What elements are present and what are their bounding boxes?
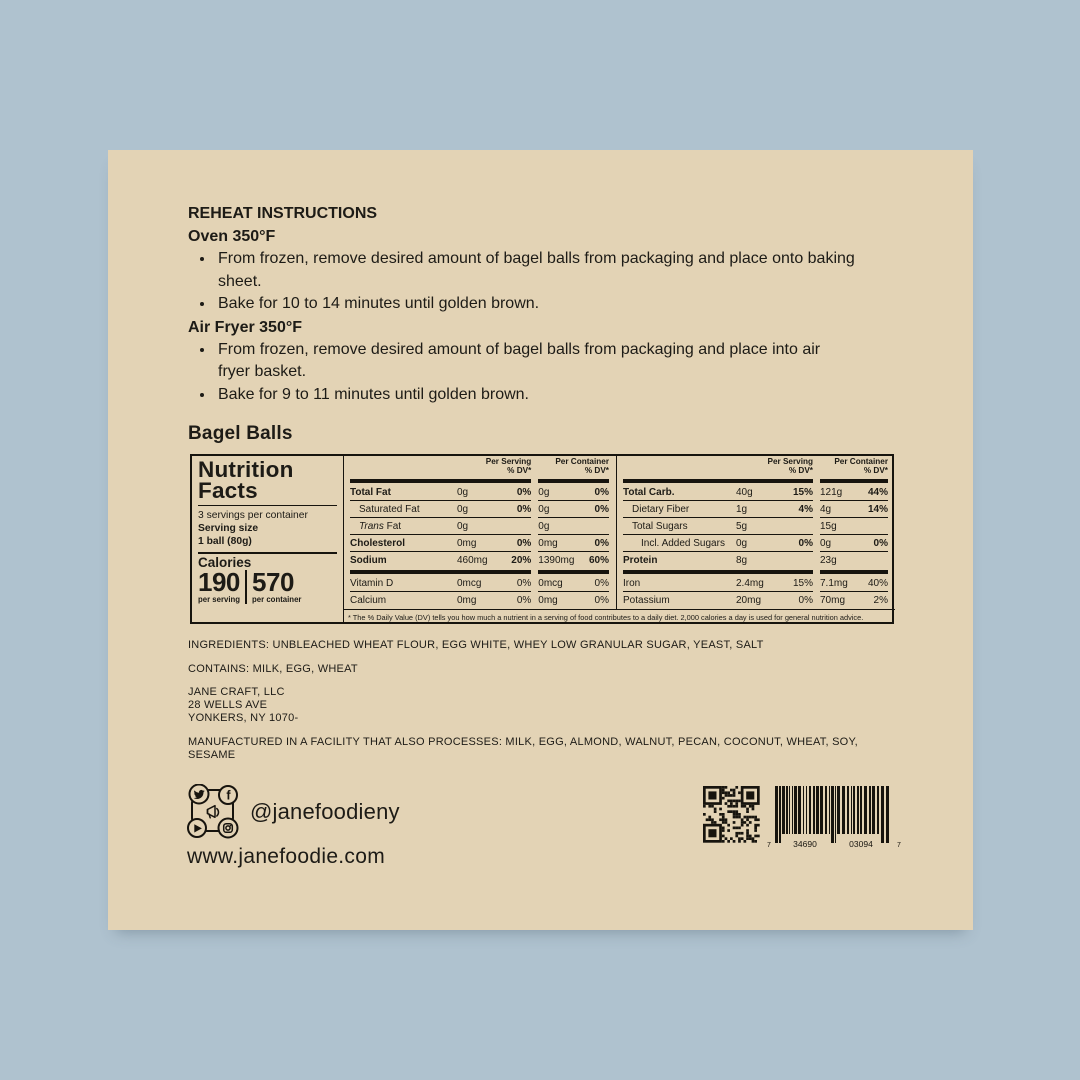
per-serving-header: Per Serving: [485, 457, 532, 466]
instagram-icon: [219, 819, 238, 838]
thick-divider: [623, 570, 888, 574]
nutrition-row: Protein 8g 23g: [623, 555, 837, 566]
serving-size-value: 1 ball (80g): [198, 536, 252, 547]
facebook-f-glyph: f: [226, 788, 231, 803]
calories-per-serving: 190: [198, 567, 240, 597]
nutrition-row: Total Sugars 5g 15g: [623, 518, 888, 535]
servings-per-container: 3 servings per container: [198, 510, 308, 521]
nutrition-facts-title: [198, 459, 337, 501]
contains-statement: CONTAINS: MILK, EGG, WHEAT: [188, 663, 358, 675]
reheat-bullet: • From frozen, remove desired amount of bagel balls from packaging and place into air fryer basket.: [215, 339, 855, 384]
address-line: YONKERS, NY 1070-: [188, 712, 299, 724]
nutrition-row: Trans Fat 0g 0g: [350, 518, 609, 535]
per-container-header: Per Container: [834, 457, 888, 466]
nutrition-title-line2: Facts: [198, 478, 258, 503]
reheat-subheading: Air Fryer 350°F: [188, 318, 303, 336]
per-serving-label: per serving: [198, 595, 241, 604]
facility-statement: MANUFACTURED IN A FACILITY THAT ALSO PROCESSES: MILK, EGG, ALMOND, WALNUT, PECAN, COCONUT, WHEAT, SOY, SESAME: [188, 736, 858, 761]
reheat-sections: [188, 225, 895, 406]
dv-header: % DV*: [863, 465, 888, 475]
thick-divider: [350, 479, 609, 483]
nutrition-row: Dietary Fiber 1g 4% 4g 14%: [623, 501, 888, 518]
reheat-bullet: • Bake for 9 to 11 minutes until golden brown.: [215, 384, 855, 407]
barcode: [765, 786, 905, 850]
qr-code: [703, 786, 760, 843]
website-url: www.janefoodie.com: [187, 845, 385, 868]
nutrition-right-columns: [617, 456, 895, 609]
megaphone-icon: [208, 806, 219, 818]
label-card: [108, 150, 973, 930]
nutrition-row: Saturated Fat 0g 0% 0g 0%: [350, 501, 609, 518]
label-content: [187, 202, 901, 899]
thick-divider: [623, 479, 888, 483]
social-icons: [185, 784, 241, 840]
nutrition-facts-main: [344, 456, 895, 622]
serving-size-label: Serving size: [198, 523, 259, 534]
nutrition-row: Sodium 460mg 20% 1390mg 60%: [350, 555, 609, 566]
divider: [198, 505, 337, 506]
dv-footnote: * The % Daily Value (DV) tells you how much a nutrient in a serving of food contributes to a daily diet. 2,000 calories a day is used for general nutrition advice.: [344, 609, 895, 624]
reheat-title: REHEAT INSTRUCTIONS: [188, 205, 378, 222]
calories-values: [198, 567, 337, 604]
svg-text:03094: 03094: [849, 839, 873, 849]
nutrition-row: Total Carb. 40g 15% 121g 44%: [623, 484, 888, 501]
per-container-label: per container: [252, 595, 302, 604]
per-serving-header: Per Serving: [767, 457, 813, 466]
reheat-bullet: • Bake for 10 to 14 minutes until golden brown.: [215, 293, 855, 316]
nutrition-facts-panel: [190, 454, 894, 624]
nutrition-row: Calcium 0mg 0% 0mg 0%: [350, 595, 609, 606]
address-line: JANE CRAFT, LLC: [188, 686, 285, 698]
nutrition-left-columns: [344, 456, 617, 609]
svg-text:7: 7: [767, 842, 771, 849]
nutrition-row: Incl. Added Sugars 0g 0% 0g 0%: [623, 535, 888, 552]
svg-text:34690: 34690: [793, 839, 817, 849]
product-title: Bagel Balls: [188, 423, 293, 444]
nutrition-row: Cholesterol 0mg 0% 0mg 0%: [350, 535, 609, 552]
nutrition-row: Vitamin D 0mcg 0% 0mcg 0%: [350, 575, 609, 592]
column-headers: [623, 458, 888, 478]
reheat-bullet-list: [188, 248, 855, 316]
dv-header: % DV*: [788, 465, 813, 475]
dv-header: % DV*: [507, 465, 532, 475]
thick-divider: [350, 570, 609, 574]
manufacturer-address: [188, 686, 895, 725]
nutrition-row: Iron 2.4mg 15% 7.1mg 40%: [623, 575, 888, 592]
calories-per-container: 570: [252, 567, 294, 597]
calories-per-container-block: [245, 567, 302, 604]
calories-label: Calories: [198, 555, 252, 570]
dv-header: % DV*: [584, 465, 609, 475]
nutrition-row: Potassium 20mg 0% 70mg 2%: [623, 595, 888, 606]
codes-block: [703, 786, 905, 850]
reheat-bullet-list: [188, 339, 855, 407]
svg-text:7: 7: [897, 842, 901, 849]
nutrition-facts-left-panel: [192, 456, 344, 622]
reheat-bullet: • From frozen, remove desired amount of bagel balls from packaging and place onto baking sheet.: [215, 248, 855, 293]
nutrition-row: Total Fat 0g 0% 0g 0%: [350, 484, 609, 501]
calories-per-serving-block: [198, 567, 241, 604]
per-container-header: Per Container: [555, 457, 609, 466]
serving-info: [198, 509, 337, 548]
social-handle: @janefoodieny: [250, 799, 400, 824]
nutrition-title-line1: Nutrition: [198, 457, 294, 482]
reheat-subheading: Oven 350°F: [188, 228, 276, 245]
address-line: 28 WELLS AVE: [188, 699, 268, 711]
column-headers: [350, 458, 609, 478]
ingredients-statement: INGREDIENTS: UNBLEACHED WHEAT FLOUR, EGG WHITE, WHEY LOW GRANULAR SUGAR, YEAST, SALT: [188, 639, 764, 651]
label-footer: [187, 784, 901, 899]
divider: [198, 552, 337, 554]
